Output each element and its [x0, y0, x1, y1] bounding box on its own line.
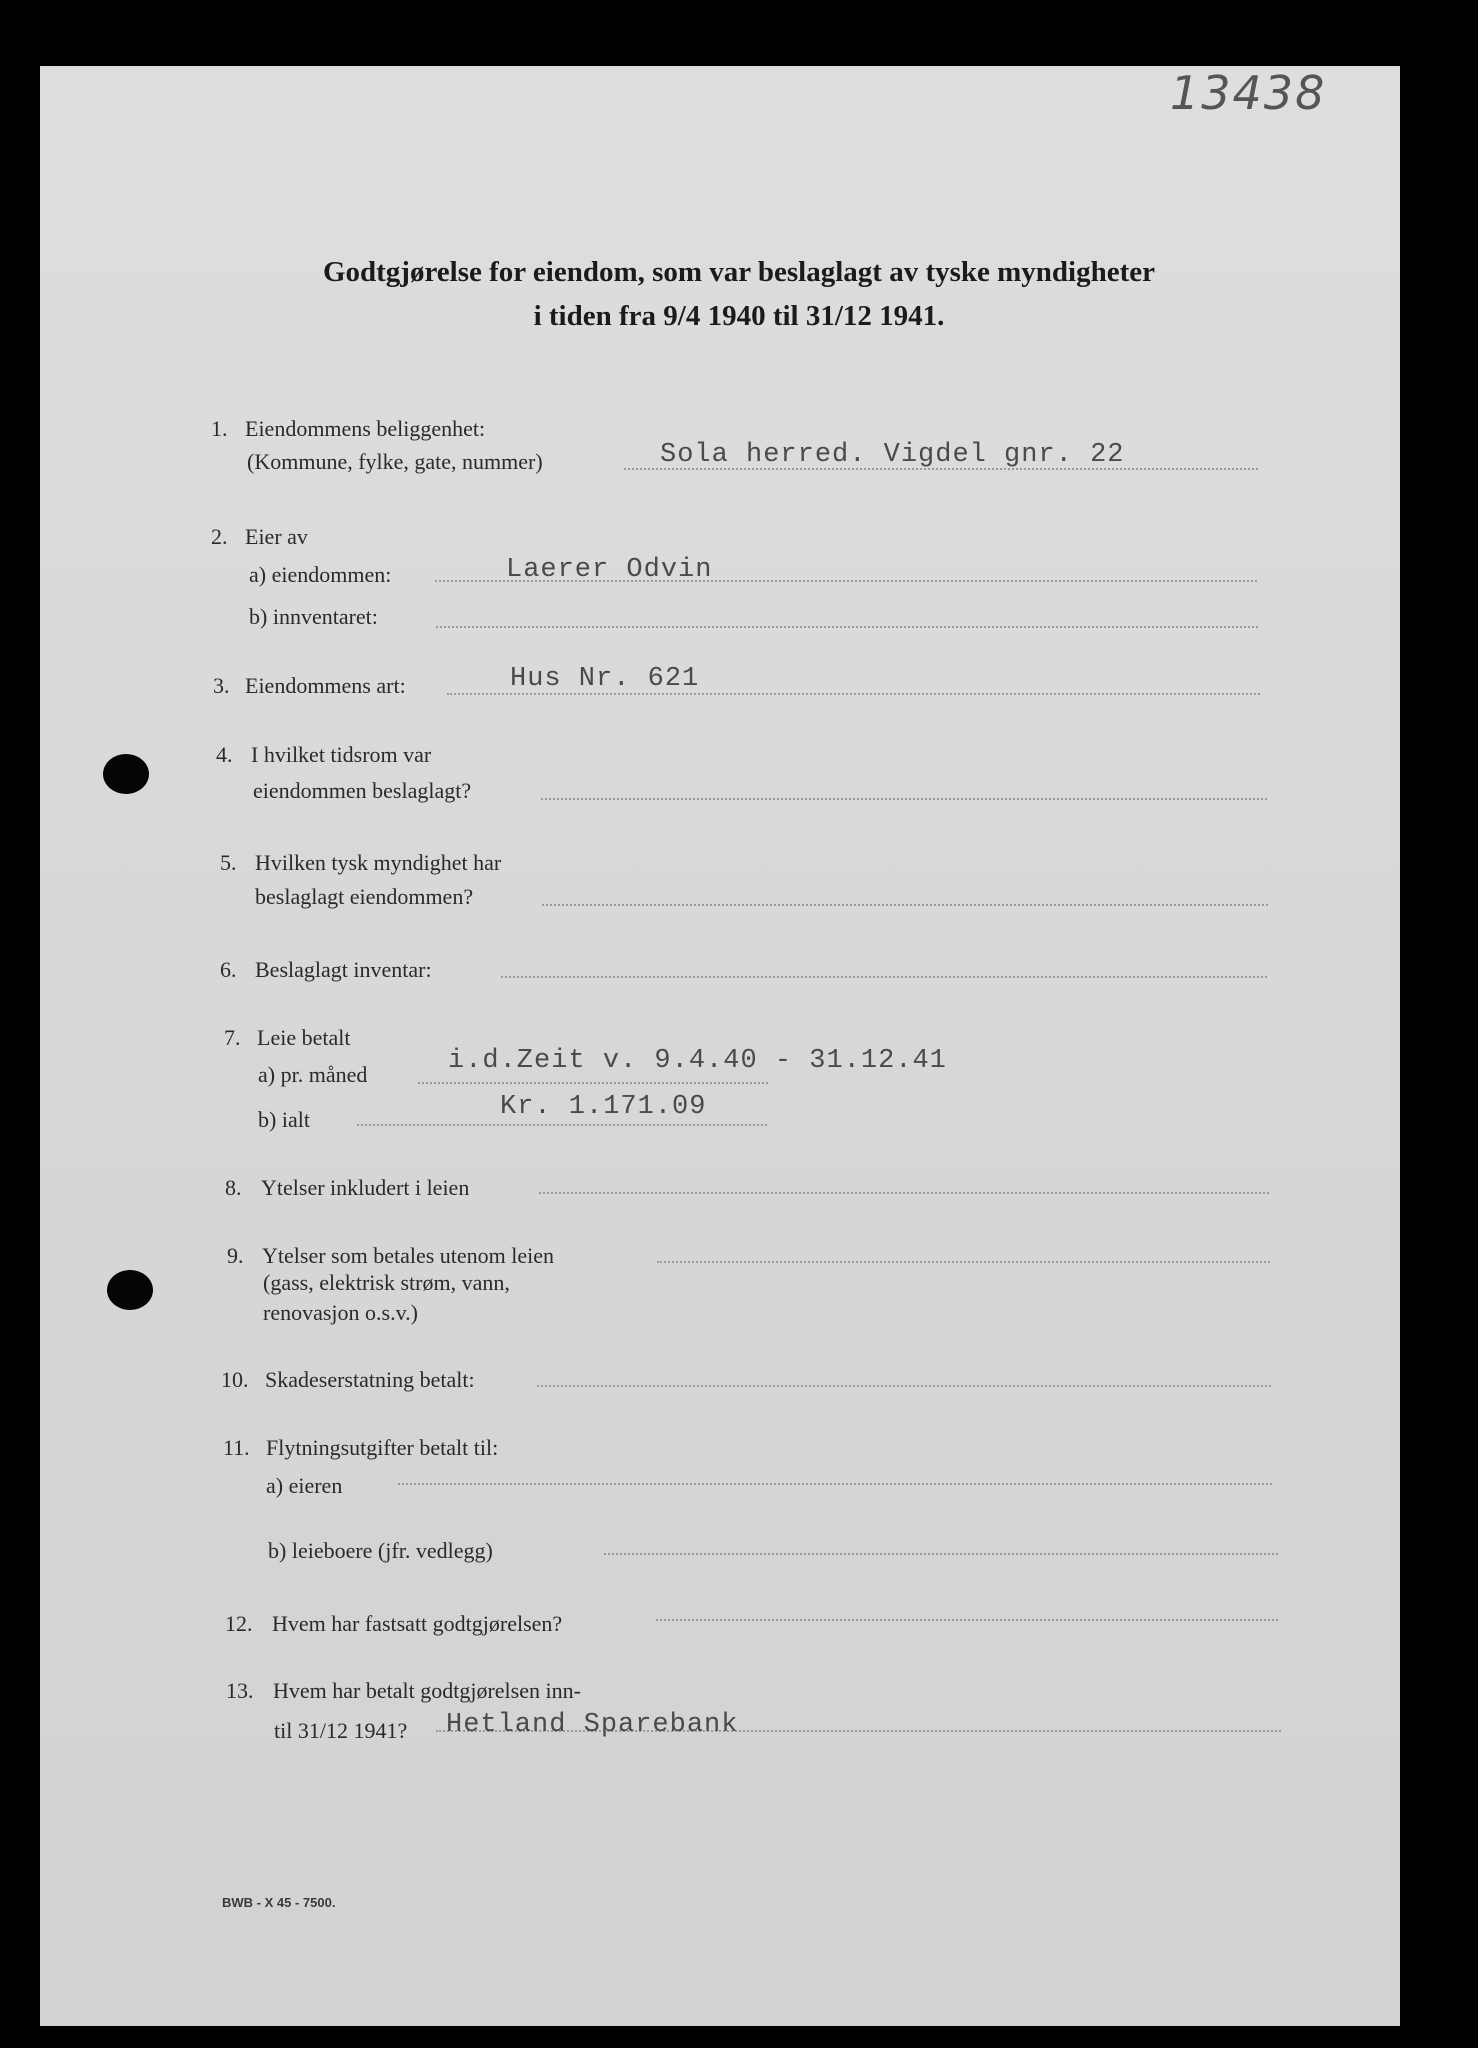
q5-label: Hvilken tysk myndighet har — [255, 850, 502, 875]
q13-sublabel: til 31/12 1941? — [274, 1718, 408, 1743]
punch-hole-icon — [103, 754, 149, 794]
q6-answer-line — [501, 976, 1267, 978]
q11b-answer-line — [604, 1553, 1278, 1555]
q2a-answer: Laerer Odvin — [506, 555, 713, 585]
q2-label: Eier av — [245, 524, 308, 549]
q3-label: Eiendommens art: — [245, 673, 406, 698]
q2a-label: a) eiendommen: — [249, 562, 392, 587]
q9-label: Ytelser som betales utenom leien — [262, 1243, 555, 1268]
q6-label: Beslaglagt inventar: — [255, 957, 432, 982]
item-number: 4. — [216, 742, 233, 767]
q3-answer: Hus Nr. 621 — [510, 664, 700, 694]
q7-label: Leie betalt — [257, 1025, 351, 1050]
item-number: 2. — [211, 524, 228, 549]
item-number: 13. — [226, 1678, 254, 1703]
q13-answer: Hetland Sparebank — [446, 1710, 739, 1740]
item-number: 11. — [223, 1435, 250, 1460]
title-line-1: Godtgjørelse for eiendom, som var beslaglagt av tyske myndigheter — [322, 256, 1156, 288]
item-number: 6. — [220, 957, 237, 982]
q9-answer-line — [657, 1261, 1270, 1263]
q12-label: Hvem har fastsatt godtgjørelsen? — [272, 1611, 563, 1636]
q7b-answer: Kr. 1.171.09 — [500, 1092, 707, 1122]
q1-label: Eiendommens beliggenhet: — [245, 416, 486, 441]
print-code: BWB - X 45 - 7500. — [222, 1895, 336, 1910]
reference-number: 13438 — [1170, 66, 1327, 120]
q10-label: Skadeserstatning betalt: — [265, 1367, 475, 1392]
q4-answer-line — [541, 798, 1267, 800]
q7b-answer-line — [357, 1124, 767, 1126]
q7a-answer: i.d.Zeit v. 9.4.40 - 31.12.41 — [448, 1046, 947, 1076]
q1-sublabel: (Kommune, fylke, gate, nummer) — [247, 449, 543, 474]
q7a-label: a) pr. måned — [258, 1062, 368, 1087]
q7b-label: b) ialt — [258, 1107, 310, 1132]
item-number: 8. — [225, 1175, 242, 1200]
q5-answer-line — [542, 904, 1268, 906]
q11b-label: b) leieboere (jfr. vedlegg) — [268, 1538, 493, 1563]
item-number: 12. — [225, 1611, 253, 1636]
q9-sublabel-1: (gass, elektrisk strøm, vann, — [263, 1270, 510, 1295]
item-number: 7. — [224, 1025, 241, 1050]
q9-sublabel-2: renovasjon o.s.v.) — [263, 1300, 418, 1325]
q10-answer-line — [537, 1385, 1271, 1387]
q13-label: Hvem har betalt godtgjørelsen inn- — [273, 1678, 581, 1703]
q4-sublabel: eiendommen beslaglagt? — [253, 778, 472, 803]
q11a-answer-line — [398, 1483, 1272, 1485]
q8-answer-line — [539, 1192, 1269, 1194]
item-number: 10. — [221, 1367, 249, 1392]
punch-hole-icon — [107, 1270, 153, 1310]
q11-label: Flytningsutgifter betalt til: — [266, 1435, 499, 1460]
q12-answer-line — [656, 1619, 1278, 1621]
q4-label: I hvilket tidsrom var — [251, 742, 432, 767]
form-title — [0, 250, 1478, 338]
q5-sublabel: beslaglagt eiendommen? — [255, 884, 474, 909]
item-number: 5. — [220, 850, 237, 875]
q2b-answer-line — [436, 626, 1258, 628]
q2b-label: b) innventaret: — [249, 604, 378, 629]
q8-label: Ytelser inkludert i leien — [261, 1175, 470, 1200]
q7a-answer-line — [418, 1082, 768, 1084]
item-number: 9. — [227, 1243, 244, 1268]
title-line-2: i tiden fra 9/4 1940 til 31/12 1941. — [533, 300, 945, 332]
item-number: 1. — [211, 416, 228, 441]
q11a-label: a) eieren — [266, 1473, 343, 1498]
q1-answer: Sola herred. Vigdel gnr. 22 — [660, 440, 1125, 470]
item-number: 3. — [213, 673, 230, 698]
